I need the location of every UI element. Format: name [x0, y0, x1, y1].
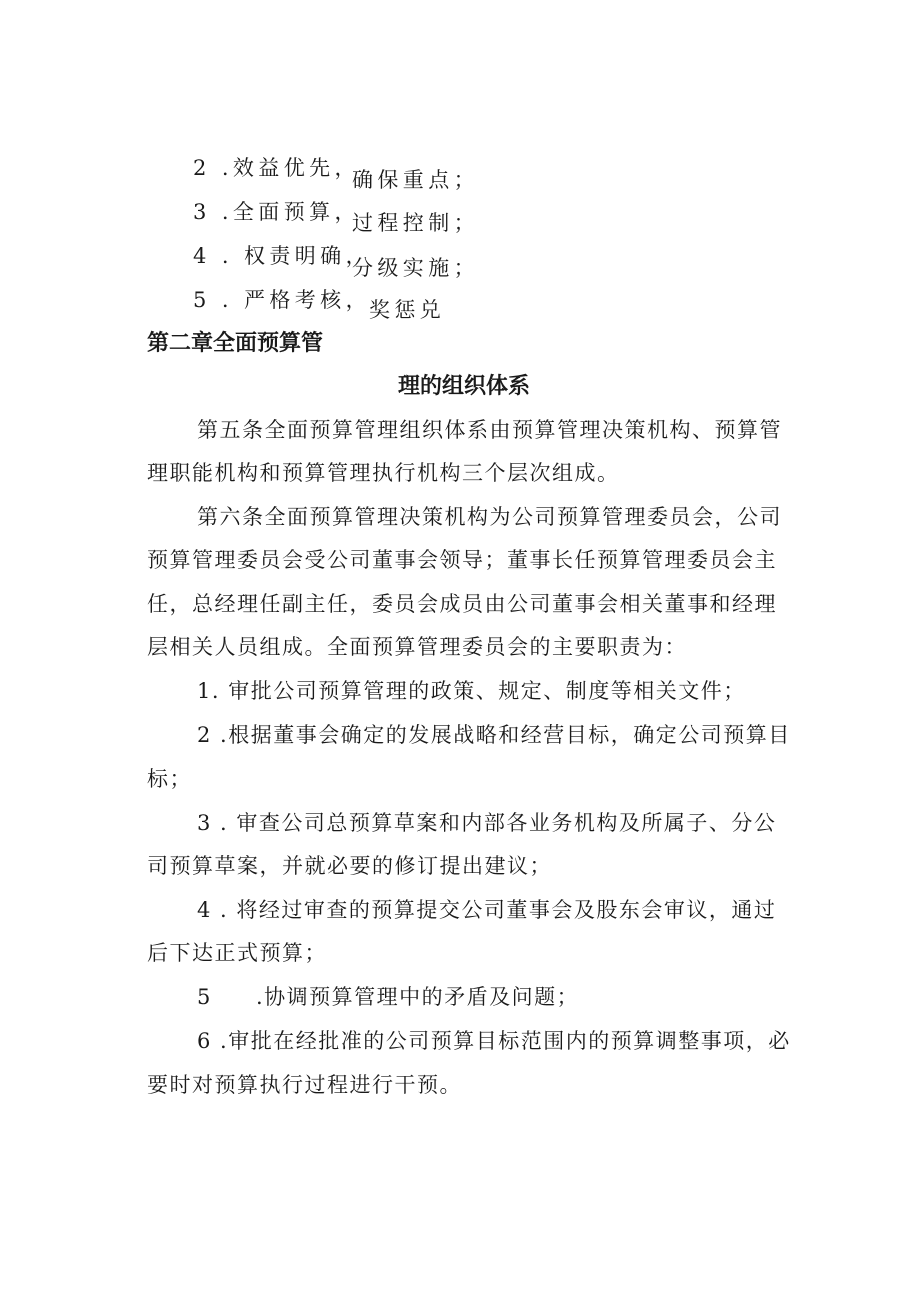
duty-3-line1: 3 . 审查公司总预算草案和内部各业务机构及所属子、分公 [197, 811, 777, 835]
principle-5-left: 5 . 严格考核， [193, 288, 371, 312]
duty-4-line1: 4 . 将经过审查的预算提交公司董事会及股东会审议，通过 [197, 898, 777, 922]
duty-2-line2: 标； [147, 767, 192, 791]
duty-6-line1: 6 .审批在经批准的公司预算目标范围内的预算调整事项，必 [197, 1029, 791, 1053]
duty-4-line2: 后下达正式预算； [147, 941, 327, 965]
article6-line1: 第六条全面预算管理决策机构为公司预算管理委员会，公司 [197, 505, 782, 529]
principle-2-left: 2 .效益优先， [193, 156, 360, 180]
chapter-title-line2: 理的组织体系 [398, 374, 531, 399]
article5-line2: 理职能机构和预算管理执行机构三个层次组成。 [147, 461, 620, 485]
principle-5-right: 奖惩兑 [369, 298, 446, 322]
principle-2-right: 确保重点； [352, 168, 479, 192]
article6-line4: 层相关人员组成。全面预算管理委员会的主要职责为： [147, 635, 687, 659]
duty-2-line1: 2 .根据董事会确定的发展战略和经营目标，确定公司预算目 [197, 723, 791, 747]
duty-1-line1: 1. 审批公司预算管理的政策、规定、制度等相关文件； [197, 679, 746, 703]
article6-line3: 任，总经理任副主任，委员会成员由公司董事会相关董事和经理 [147, 592, 777, 616]
principle-3-right: 过程控制； [352, 211, 479, 235]
principle-4-right: 分级实施； [352, 256, 479, 280]
duty-6-line2: 要时对预算执行过程进行干预。 [147, 1073, 462, 1097]
principle-4-left: 4 . 权责明确， [193, 244, 371, 268]
article5-line1: 第五条全面预算管理组织体系由预算管理决策机构、预算管 [197, 418, 782, 442]
duty-5-number: 5 [197, 985, 212, 1009]
article6-line2: 预算管理委员会受公司董事会领导；董事长任预算管理委员会主 [147, 548, 777, 572]
duty-3-line2: 司预算草案，并就必要的修订提出建议； [147, 854, 552, 878]
duty-5-line1: .协调预算管理中的矛盾及问题； [256, 985, 580, 1009]
principle-3-left: 3 .全面预算， [193, 200, 360, 224]
chapter-title-line1: 第二章全面预算管 [147, 331, 324, 356]
